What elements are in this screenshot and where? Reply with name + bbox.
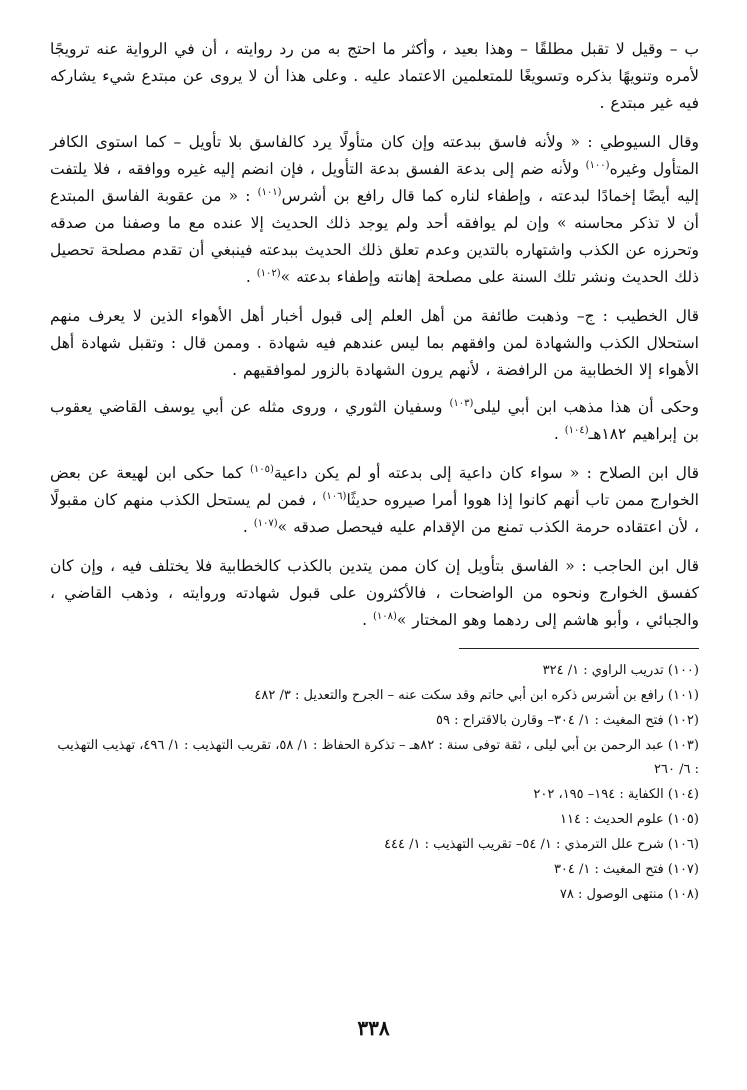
paragraph-2-text-a: وقال السيوطي : « ولأنه فاسق ببدعته وإن كان متأولًا يرد كالفاسق بلا تأويل – كما استوى الكافر المتأول وغيره (50, 133, 699, 178)
footnote-107: (١٠٧) فتح المغيث : ١/ ٣٠٤ (553, 862, 699, 877)
paragraph-2-text-c: : « من عقوبة الفاسق المبتدع أن لا تذكر محاسنه » وإن لم يوافقه أحد ولم يوجد ذلك الحديث إلا عنده مع ما وصفنا من صدقه وتحرزه عن الكذب واشتهاره بالتدين وعدم تعلق ذلك الحديث ببدعته فينبغي أن تقدم مصلحة تحصيل ذلك الحديث ونشر تلك السنة على مصلحة إهانته وإطفاء بدعته » (50, 187, 699, 286)
paragraph-2 (50, 129, 699, 291)
footnote-ref-107: (١٠٧) (253, 517, 278, 529)
footnote-ref-104: (١٠٤) (564, 424, 589, 436)
paragraph-3-text: قال الخطيب : ج– وذهبت طائفة من أهل العلم إلى قبول أخبار أهل الأهواء الذين لا يعرف منهم استحلال الكذب والشهادة لمن وافقهم بما ليس عندهم فيه شهادة . وممن قال : وتقبل شهادة أهل الأهواء إلا الخطابية من الرافضة ، لأنهم يرون الشهادة بالزور لموافقيهم . (50, 307, 699, 379)
paragraph-5-end: . (242, 518, 254, 536)
footnote-ref-108: (١٠٨) (372, 610, 397, 622)
footnote-102: (١٠٢) فتح المغيث : ١/ ٣٠٤– وقارن بالاقتراح : ٥٩ (435, 713, 699, 728)
footnotes (50, 659, 699, 907)
footnote-divider (459, 648, 699, 649)
footnote-ref-102: (١٠٢) (256, 267, 281, 279)
paragraph-3 (50, 303, 699, 384)
paragraph-5-text-c: ، فمن لم يستحل الكذب منهم كان مقبولًا ، لأن اعتقاده حرمة الكذب تمنع من الإقدام عليه فيحصل صدقه » (50, 491, 699, 536)
paragraph-4-end: . (553, 425, 565, 443)
paragraph-4-text-b: وسفيان الثوري ، وروى مثله عن أبي يوسف القاضي يعقوب بن إبراهيم ١٨٢هـ (50, 398, 699, 443)
footnote-104: (١٠٤) الكفاية : ١٩٤– ١٩٥، ٢٠٢ (533, 787, 699, 802)
footnote-ref-100: (١٠٠) (585, 159, 610, 171)
paragraph-5-text-a: قال ابن الصلاح : « سواء كان داعية إلى بدعته أو لم يكن داعية (273, 464, 699, 482)
footnote-105: (١٠٥) علوم الحديث : ١١٤ (560, 812, 699, 827)
paragraph-2-text-b: ولأنه ضم إلى بدعة الفسق بدعة التأويل ، فإن انضم إليه غيره ووافقه ، فلا يلتفت إليه أيضًا إخمادًا لبدعته ، وإطفاء لناره كما قال رافع بن أشرس (50, 160, 699, 205)
main-text (50, 36, 699, 634)
paragraph-2-end: . (245, 268, 257, 286)
paragraph-6-text-a: قال ابن الحاجب : « الفاسق بتأويل إن كان ممن يتدين بالكذب كالخطابية فلا يختلف فيه ، وإن كان كفسق الخوارج ونحوه من الواضحات ، فالأكثرون على قبول شهادته وروايته ، وذهب القاضي ، والجبائي ، وأبو هاشم إلى ردهما وهو المختار » (50, 557, 699, 629)
paragraph-4-text-a: وحكى أن هذا مذهب ابن أبي ليلى (473, 398, 700, 416)
footnote-108: (١٠٨) منتهى الوصول : ٧٨ (559, 887, 699, 902)
footnote-ref-101: (١٠١) (257, 186, 282, 198)
footnote-101: (١٠١) رافع بن أشرس ذكره ابن أبي حاتم وقد سكت عنه – الجرح والتعديل : ٣/ ٤٨٢ (254, 688, 699, 703)
footnote-106: (١٠٦) شرح علل الترمذي : ١/ ٥٤– تقريب التهذيب : ١/ ٤٤٤ (384, 837, 699, 852)
paragraph-1-text: ب – وقيل لا تقبل مطلقًا – وهذا بعيد ، وأكثر ما احتج به من رد روايته ، أن في الرواية عنه ترويجًا لأمره وتنويهًا بذكره وتسويغًا للمتعلمين الاعتماد عليه . وعلى هذا أن لا يروى عن مبتدع شيء يشاركه فيه غير مبتدع . (50, 40, 699, 112)
footnote-ref-105: (١٠٥) (249, 463, 274, 475)
paragraph-6-end: . (362, 611, 373, 629)
paragraph-6 (50, 553, 699, 634)
footnote-ref-103: (١٠٣) (449, 397, 474, 409)
footnote-ref-106: (١٠٦) (322, 490, 347, 502)
paragraph-4 (50, 394, 699, 448)
page-number: ٣٣٨ (357, 1016, 390, 1040)
paragraph-5 (50, 460, 699, 541)
paragraph-1 (50, 36, 699, 117)
footnote-100: (١٠٠) تدريب الراوي : ١/ ٣٢٤ (542, 663, 699, 678)
footnote-103: (١٠٣) عبد الرحمن بن أبي ليلى ، ثقة توفى سنة : ٨٢هـ – تذكرة الحفاظ : ١/ ٥٨، تقريب التهذيب : ١/ ٤٩٦، تهذيب التهذيب : ٦/ ٢٦٠ (57, 738, 699, 777)
paragraph-5-text-b: كما حكى ابن لهيعة عن بعض الخوارج ممن تاب أنهم كانوا إذا هووا أمرا صيروه حديثًا (50, 464, 699, 509)
